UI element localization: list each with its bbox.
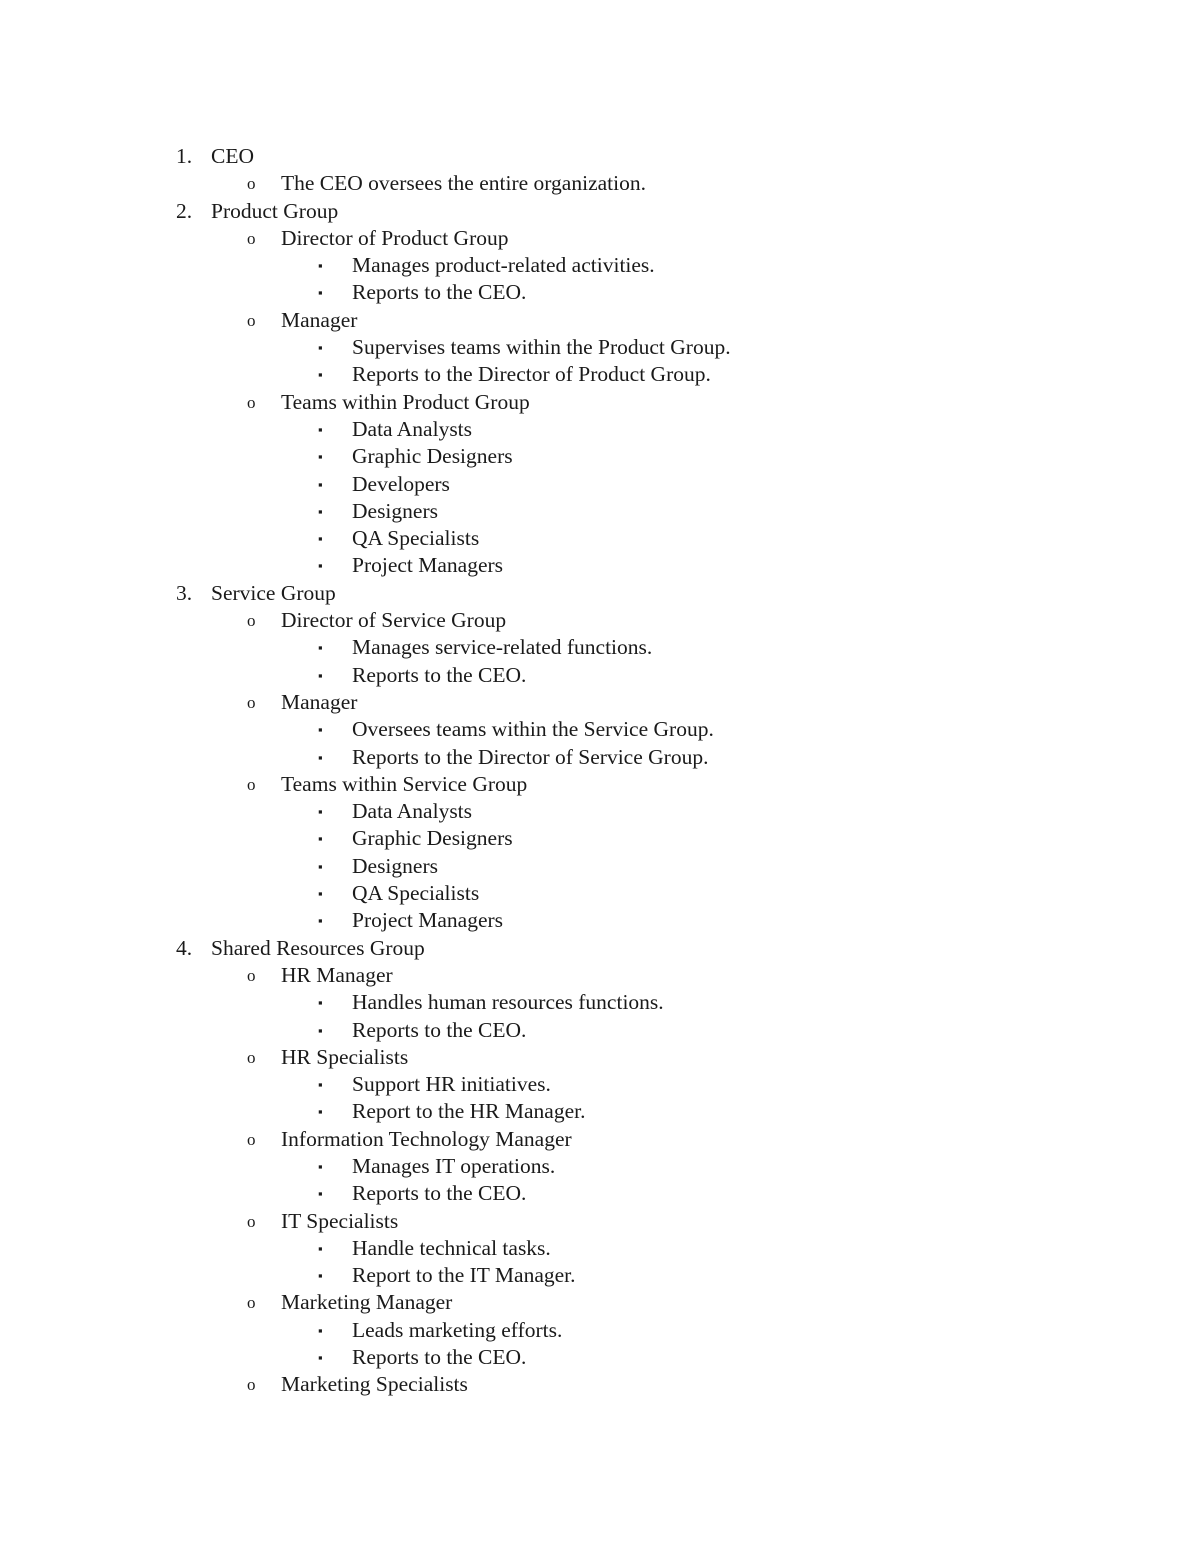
sub-item-text: HR Manager <box>281 962 393 987</box>
detail-item <box>0 716 1200 743</box>
detail-item <box>0 880 1200 907</box>
sub-item-text: The CEO oversees the entire organization. <box>281 171 646 196</box>
detail-item <box>0 634 1200 661</box>
top-level-item-text: CEO <box>211 144 254 168</box>
sub-item-text: HR Specialists <box>281 1044 409 1069</box>
detail-item <box>0 552 1200 579</box>
detail-item-text: Manages product-related activities. <box>352 253 655 278</box>
detail-item <box>0 1017 1200 1044</box>
square-bullet-icon: ▪ <box>318 804 323 820</box>
square-bullet-icon: ▪ <box>318 1322 323 1338</box>
detail-item-text: Support HR initiatives. <box>352 1072 551 1097</box>
detail-item-text: QA Specialists <box>352 881 480 906</box>
sub-item <box>0 1126 1200 1153</box>
detail-item <box>0 744 1200 771</box>
square-bullet-icon: ▪ <box>318 667 323 683</box>
circle-bullet-icon: o <box>247 1375 256 1395</box>
detail-item-text: Project Managers <box>352 908 504 933</box>
square-bullet-icon: ▪ <box>318 1022 323 1038</box>
detail-item <box>0 1235 1200 1262</box>
square-bullet-icon: ▪ <box>318 640 323 656</box>
top-level-item <box>0 143 1200 170</box>
sub-item-text: Information Technology Manager <box>281 1126 572 1151</box>
square-bullet-icon: ▪ <box>318 831 323 847</box>
detail-item <box>0 498 1200 525</box>
top-level-item-text: Shared Resources Group <box>211 935 425 960</box>
detail-item <box>0 1098 1200 1125</box>
square-bullet-icon: ▪ <box>318 858 323 874</box>
detail-item <box>0 361 1200 388</box>
sub-item-text: Manager <box>281 307 358 332</box>
detail-item-text: Reports to the CEO. <box>352 1181 527 1206</box>
square-bullet-icon: ▪ <box>318 531 323 547</box>
detail-item-text: Leads marketing efforts. <box>352 1317 563 1342</box>
square-bullet-icon: ▪ <box>318 258 323 274</box>
top-level-item <box>0 580 1200 607</box>
detail-item-text: Supervises teams within the Product Group. <box>352 335 731 360</box>
square-bullet-icon: ▪ <box>318 1268 323 1284</box>
detail-item <box>0 1344 1200 1371</box>
sub-item <box>0 1289 1200 1316</box>
detail-item <box>0 1153 1200 1180</box>
detail-item <box>0 1317 1200 1344</box>
detail-item <box>0 907 1200 934</box>
sub-item-text: IT Specialists <box>281 1208 399 1233</box>
sub-item-text: Manager <box>281 689 358 714</box>
sub-item <box>0 170 1200 197</box>
detail-item-text: Project Managers <box>352 553 504 578</box>
circle-bullet-icon: o <box>247 228 256 248</box>
sub-item <box>0 962 1200 989</box>
detail-item <box>0 334 1200 361</box>
circle-bullet-icon: o <box>247 692 256 712</box>
circle-bullet-icon: o <box>247 310 256 330</box>
square-bullet-icon: ▪ <box>318 1240 323 1256</box>
sub-item <box>0 1208 1200 1235</box>
detail-item-text: Designers <box>352 853 438 878</box>
detail-item-text: Graphic Designers <box>352 444 513 469</box>
top-level-item <box>0 935 1200 962</box>
sub-item-text: Marketing Manager <box>281 1290 453 1315</box>
detail-item <box>0 853 1200 880</box>
number-marker: 1. <box>176 144 193 168</box>
sub-item-text: Marketing Specialists <box>281 1372 468 1397</box>
detail-item-text: Report to the HR Manager. <box>352 1099 586 1124</box>
circle-bullet-icon: o <box>247 1211 256 1231</box>
square-bullet-icon: ▪ <box>318 340 323 356</box>
sub-item <box>0 689 1200 716</box>
detail-item-text: Reports to the Director of Product Group. <box>352 362 711 387</box>
sub-item-text: Director of Product Group <box>281 225 509 250</box>
circle-bullet-icon: o <box>247 1293 256 1313</box>
number-marker: 3. <box>176 580 193 605</box>
sub-item-text: Director of Service Group <box>281 608 507 633</box>
circle-bullet-icon: o <box>247 392 256 412</box>
square-bullet-icon: ▪ <box>318 749 323 765</box>
number-marker: 4. <box>176 935 193 960</box>
detail-item-text: Reports to the CEO. <box>352 280 527 305</box>
detail-item-text: Reports to the CEO. <box>352 1345 527 1370</box>
detail-item <box>0 416 1200 443</box>
circle-bullet-icon: o <box>247 965 256 985</box>
square-bullet-icon: ▪ <box>318 503 323 519</box>
circle-bullet-icon: o <box>247 611 256 631</box>
top-level-item-text: Product Group <box>211 198 339 223</box>
sub-item <box>0 389 1200 416</box>
square-bullet-icon: ▪ <box>318 421 323 437</box>
detail-item <box>0 279 1200 306</box>
detail-item-text: Report to the IT Manager. <box>352 1263 576 1288</box>
detail-item-text: Developers <box>352 471 450 496</box>
square-bullet-icon: ▪ <box>318 1158 323 1174</box>
sub-item <box>0 225 1200 252</box>
square-bullet-icon: ▪ <box>318 995 323 1011</box>
detail-item <box>0 252 1200 279</box>
detail-item <box>0 443 1200 470</box>
detail-item <box>0 1180 1200 1207</box>
detail-item-text: Data Analysts <box>352 416 473 441</box>
sub-item <box>0 1044 1200 1071</box>
sub-item <box>0 1371 1200 1398</box>
detail-item-text: Data Analysts <box>352 799 473 824</box>
sub-item <box>0 607 1200 634</box>
circle-bullet-icon: o <box>247 1047 256 1067</box>
detail-item-text: Designers <box>352 498 438 523</box>
detail-item-text: Manages service-related functions. <box>352 635 653 660</box>
detail-item <box>0 825 1200 852</box>
detail-item <box>0 798 1200 825</box>
detail-item-text: Oversees teams within the Service Group. <box>352 717 714 742</box>
detail-item-text: Manages IT operations. <box>352 1153 556 1178</box>
detail-item <box>0 471 1200 498</box>
outline-document <box>0 143 1200 1399</box>
sub-item-text: Teams within Product Group <box>281 389 530 414</box>
square-bullet-icon: ▪ <box>318 285 323 301</box>
detail-item <box>0 1071 1200 1098</box>
detail-item <box>0 989 1200 1016</box>
square-bullet-icon: ▪ <box>318 913 323 929</box>
detail-item-text: Reports to the Director of Service Group. <box>352 744 709 769</box>
detail-item <box>0 662 1200 689</box>
detail-item-text: Handles human resources functions. <box>352 990 664 1015</box>
square-bullet-icon: ▪ <box>318 886 323 902</box>
detail-item-text: Handle technical tasks. <box>352 1235 551 1260</box>
detail-item-text: Graphic Designers <box>352 826 513 851</box>
top-level-item-text: Service Group <box>211 580 336 605</box>
circle-bullet-icon: o <box>247 774 256 794</box>
square-bullet-icon: ▪ <box>318 558 323 574</box>
square-bullet-icon: ▪ <box>318 449 323 465</box>
circle-bullet-icon: o <box>247 174 256 194</box>
sub-item <box>0 771 1200 798</box>
number-marker: 2. <box>176 198 193 223</box>
top-level-item <box>0 198 1200 225</box>
detail-item-text: Reports to the CEO. <box>352 1017 527 1042</box>
square-bullet-icon: ▪ <box>318 476 323 492</box>
square-bullet-icon: ▪ <box>318 1077 323 1093</box>
detail-item <box>0 1262 1200 1289</box>
detail-item-text: QA Specialists <box>352 526 480 551</box>
square-bullet-icon: ▪ <box>318 1350 323 1366</box>
circle-bullet-icon: o <box>247 1129 256 1149</box>
sub-item-text: Teams within Service Group <box>281 771 528 796</box>
square-bullet-icon: ▪ <box>318 722 323 738</box>
detail-item-text: Reports to the CEO. <box>352 662 527 687</box>
square-bullet-icon: ▪ <box>318 1186 323 1202</box>
square-bullet-icon: ▪ <box>318 1104 323 1120</box>
sub-item <box>0 307 1200 334</box>
square-bullet-icon: ▪ <box>318 367 323 383</box>
detail-item <box>0 525 1200 552</box>
